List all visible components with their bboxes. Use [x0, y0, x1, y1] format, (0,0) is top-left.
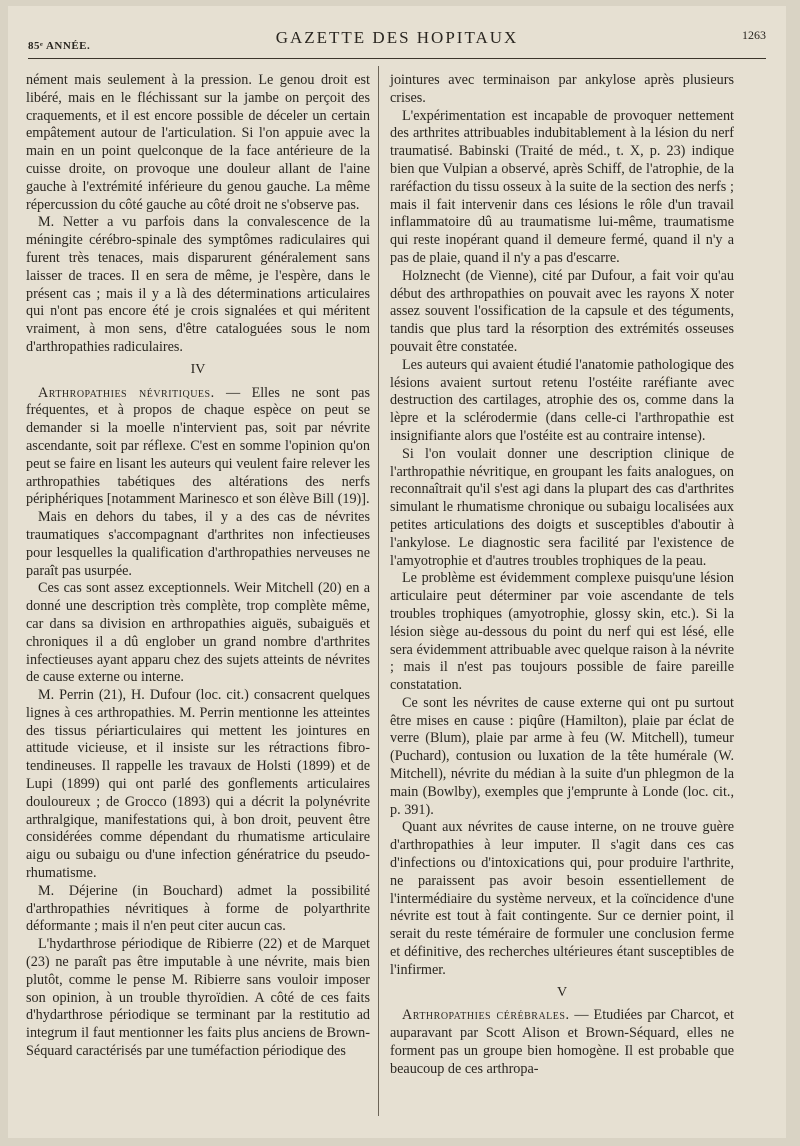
paragraph	[26, 385, 370, 510]
paragraph: L'hydarthrose périodique de Ribierre (22) et de Marquet (23) ne paraît pas être imputable à une névrite, mais bien plutôt, comme le pense M. Ribierre sans vouloir imposer son opinion, à un trouble thyroïdien. A côté de ces faits d'hydarthrose périodique se terminant par la restitutio ad integrum il faut mentionner les faits plus anciens de Brown-Séquard caractérisés par une tuméfaction périodique des	[26, 936, 370, 1060]
section-heading: V	[556, 984, 568, 1000]
paragraph: nément mais seulement à la pression. Le genou droit est libéré, mais en le fléchissant sur la jambe on perçoit des craquements, et il est encore possible de déceler un certain empâtement autour de l'articulation. Si l'on appuie avec la main en un point quelconque de la face antérieure de la cuisse droite, on provoque une douleur allant de l'aine gauche à l'extrémité inférieure du genou gauche. La même répercussion du côté gauche au côté droit ne s'observe pas.	[26, 72, 370, 213]
paragraph: Si l'on voulait donner une description clinique de l'arthropathie névritique, en groupant les faits analogues, on reconnaîtrait qu'il s'est agi dans la plupart des cas d'arthrites simulant le rhumatisme chronique ou subaigu localisées aux petites articulations des doigts et susceptibles d'aboutir à l'ankylose. Le diagnostic sera facilité par l'existence de l'amyotrophie et d'autres troubles trophiques de la peau.	[390, 445, 734, 569]
paragraph: Quant aux névrites de cause interne, on ne trouve guère d'arthropathies à leur imputer. Il s'agit dans ces cas d'infections ou d'intoxications qui, pour produire l'arthrite, ne paraissent pas avoir besoin essentiellement de l'intermédiaire du système nerveux, et la coïncidence d'une névrite est tout à fait contingente. Sur ce dernier point, il serait du reste téméraire de formuler une conclusion ferme et définitive, des recherches ultérieures étant susceptibles de l'infirmer.	[390, 819, 734, 978]
paragraph: M. Netter a vu parfois dans la convalescence de la méningite cérébro-spinale des symptômes radiculaires qui furent très tenaces, mais disparurent généralement sans laisser de traces. Il en sera de même, je l'espère, dans le présent cas ; mais il y a là des déterminations articulaires qui n'ont pas encore été je crois signalées et qui méritent vraiment, à mon sens, d'être cataloguées sous le nom d'arthropathies radiculaires.	[26, 214, 370, 355]
section-heading: IV	[190, 361, 206, 377]
running-head	[28, 26, 766, 56]
paragraph: jointures avec terminaison par ankylose après plusieurs crises.	[390, 72, 734, 106]
paragraph	[390, 1007, 734, 1078]
paragraph: Ces cas sont assez exceptionnels. Weir Mitchell (20) en a donné une description très complète, trop complète même, car dans sa division en arthropathies aiguës, subaiguës et chroniques il a dû englober un grand nombre d'arthrites infectieuses ayant apparu chez des sujets atteints de névrites de cause externe ou interne.	[26, 580, 370, 686]
page-number: 1263	[742, 28, 766, 42]
right-column	[390, 72, 734, 1079]
paragraph: Mais en dehors du tabes, il y a des cas de névrites traumatiques s'accompagnant d'arthrites non infectieuses pour lesquelles la qualification d'arthropathies nerveuses ne paraît pas usurpée.	[26, 509, 370, 579]
paragraph: L'expérimentation est incapable de provoquer nettement des arthrites attribuables indubitablement à la lésion du nerf traumatisé. Babinski (Traité de méd., t. X, p. 23) indique bien que Vulpian a observé, après Schiff, de l'atrophie, de la raréfaction du tissu osseux à la suite de la section des nerfs ; mais il fait intervenir dans ces lésions le rôle d'un travail inflammatoire dû au traumatisme lui-même, traumatisme qui reste inopérant quand il demeure fermé, quand il n'y a pas de plaie, quand il n'y a pas d'escarre.	[390, 107, 734, 266]
paragraph-text: — Etudiées par Charcot, et auparavant par Scott Alison et Brown-Séquard, elles ne forment pas un groupe bien homogène. Il est probable que beaucoup de ces arthropa-	[390, 1007, 734, 1077]
volume-year: 85ᵉ ANNÉE.	[28, 40, 91, 52]
left-column	[26, 72, 370, 1061]
paragraph: Ce sont les névrites de cause externe qui ont pu surtout être mises en cause : piqûre (Hamilton), plaie par éclat de verre (Blum), plaie par arme à feu (W. Mitchell), tumeur (Puchard), contusion ou luxation de la tête humérale (W. Mitchell), névrite du médian à la suite d'un phlegmon de la main (Bowlby), exemples que j'emprunte à Londe (loc. cit., p. 391).	[390, 694, 734, 818]
header-rule	[28, 58, 766, 59]
paragraph: M. Perrin (21), H. Dufour (loc. cit.) consacrent quelques lignes à ces arthropathies. M. Perrin mentionne les atteintes des tissus périarticulaires qui mettent les jointures en attitude vicieuse, et il insiste sur les rétractions fibro-tendineuses. Il rappelle les travaux de Holsti (1899) et de Lupi (1899) qui ont parlé des gonflements articulaires douloureux ; de Grocco (1893) qui a décrit la polynévrite arthralgique, manifestations qui, à bon droit, peuvent être considérées comme dépendant du rhumatisme articulaire aigu ou subaigu ou d'une infection génératrice du pseudo-rhumatisme.	[26, 687, 370, 882]
column-divider	[378, 66, 379, 1116]
paragraph: Holznecht (de Vienne), cité par Dufour, a fait voir qu'au début des arthropathies on pouvait avec les rayons X noter assez souvent l'ossification de la capsule et des téguments, tandis que plus tard la résorption des extrémités osseuses pouvait être constatée.	[390, 267, 734, 355]
section-title: Arthropathies névritiques.	[38, 384, 215, 401]
paragraph: Les auteurs qui avaient étudié l'anatomie pathologique des lésions avaient surtout retenu l'ostéite raréfiante avec destruction des cartilages, atrophie des os, comme dans la lèpre et la sclérodermie (dans celle-ci l'arthropathie est insignifiante alors que l'ostéite est au contraire intense).	[390, 356, 734, 444]
journal-title: GAZETTE DES HOPITAUX	[275, 28, 519, 47]
paragraph: Le problème est évidemment complexe puisqu'une lésion articulaire peut déterminer par voie ascendante de tels troubles trophiques (amyotrophie, glossy skin, etc.). Si la lésion siège au-dessous du point du nerf qui est lésé, elle sera évidemment attribuable avec quelque raison à la névrite ; mais il n'est pas toujours possible de faire pareille constatation.	[390, 570, 734, 694]
paragraph: M. Déjerine (in Bouchard) admet la possibilité d'arthropathies névritiques à forme de polyarthrite déformante ; mais il n'en peut citer aucun cas.	[26, 882, 370, 935]
paragraph-text: — Elles ne sont pas fréquentes, et à propos de chaque espèce on peut se demander si la moelle n'intervient pas, soit par névrite ascendante, soit par réflexe. C'est en somme l'opinion qu'on peut se faire en lisant les auteurs qui veulent faire relever les arthropathies tabétiques des altérations des nerfs périphériques [notamment Marinesco et son élève Bill (19)].	[26, 384, 371, 508]
section-title: Arthropathies cérébrales.	[402, 1007, 570, 1024]
page	[8, 6, 786, 1138]
